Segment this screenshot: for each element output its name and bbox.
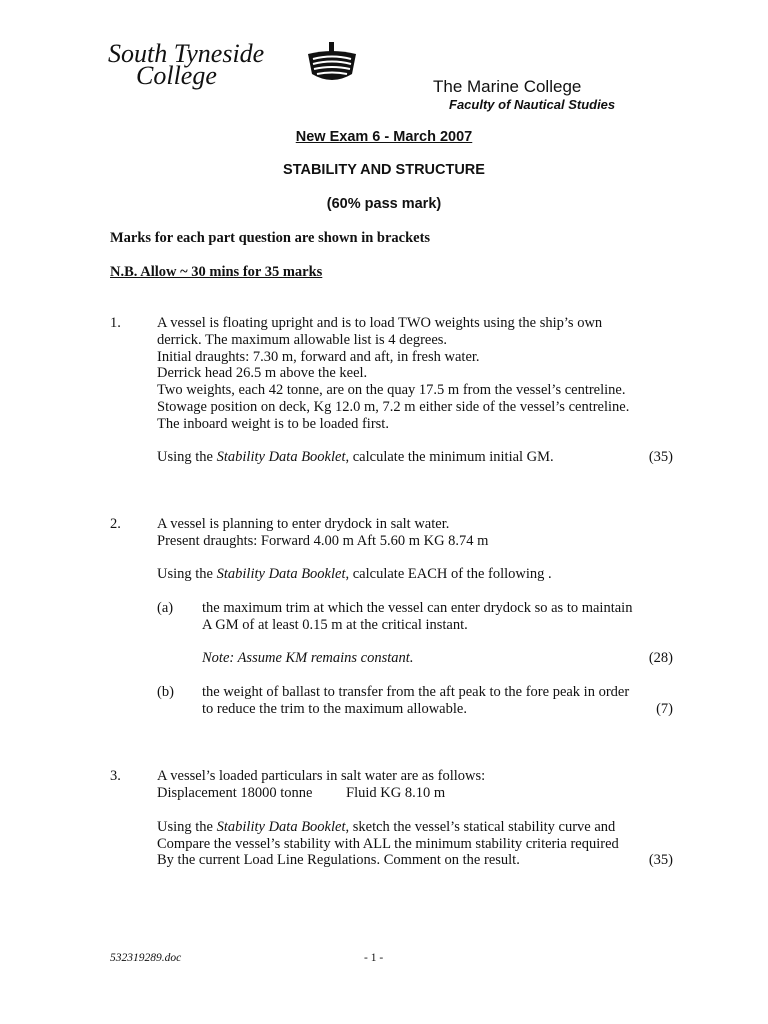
question-2b-line: the weight of ballast to transfer from the aft peak to the fore peak in order: [202, 684, 630, 700]
question-3-line: By the current Load Line Regulations. Comment on the result.: [157, 852, 520, 868]
question-2a-note: Note: Assume KM remains constant.: [202, 650, 414, 666]
question-1-number: 1.: [110, 315, 121, 331]
exam-subject: STABILITY AND STRUCTURE: [283, 162, 485, 178]
question-2-instruction: [157, 566, 552, 583]
question-2-body: [157, 516, 488, 550]
question-3-marks: (35): [648, 852, 673, 868]
question-2b-marks: (7): [656, 701, 673, 717]
instruction-text: Using the: [157, 819, 217, 835]
question-3-line: Compare the vessel’s stability with ALL the minimum stability criteria required: [157, 836, 619, 852]
exam-title: New Exam 6 - March 2007: [295, 129, 473, 145]
question-2b-line: to reduce the trim to the maximum allowable.: [202, 700, 467, 717]
question-2a-marks: (28): [648, 650, 673, 666]
question-2a-label: (a): [157, 600, 174, 616]
question-1-line: The inboard weight is to be loaded first.: [157, 415, 389, 432]
question-2b-label: (b): [157, 684, 174, 700]
question-2b-body: [202, 684, 629, 718]
question-3-number: 3.: [110, 768, 121, 784]
instruction-text: , calculate the minimum initial GM.: [345, 449, 554, 465]
question-2-number: 2.: [110, 516, 121, 532]
instruction-text: , calculate EACH of the following .: [345, 566, 552, 582]
booklet-title: Stability Data Booklet: [216, 819, 346, 835]
question-2a-line: the maximum trim at which the vessel can enter drydock so as to maintain: [202, 600, 633, 616]
pass-mark: (60% pass mark): [326, 196, 442, 212]
question-1-body: [157, 315, 629, 433]
booklet-title: Stability Data Booklet: [216, 449, 346, 465]
instruction-text: , sketch the vessel’s statical stability curve and: [345, 819, 616, 835]
instruction-text: Using the: [157, 449, 217, 465]
logo-text-line2: College: [136, 61, 217, 90]
question-2-line: Present draughts: Forward 4.00 m Aft 5.60 m KG 8.74 m: [157, 532, 489, 549]
logo-text-line1: South Tyneside: [108, 39, 265, 68]
faculty-name: Faculty of Nautical Studies: [449, 97, 616, 112]
question-1-instruction: [157, 449, 554, 466]
question-1-line: derrick. The maximum allowable list is 4 degrees.: [157, 331, 448, 348]
question-2a-body: [202, 600, 632, 634]
question-1-line: Stowage position on deck, Kg 12.0 m, 7.2 m either side of the vessel’s centreline.: [157, 398, 630, 415]
question-2a-line: A GM of at least 0.15 m at the critical instant.: [202, 616, 468, 633]
question-3-fluid-kg: Fluid KG 8.10 m: [346, 785, 446, 801]
question-3-line: A vessel’s loaded particulars in salt water are as follows:: [157, 768, 486, 784]
marks-note: Marks for each part question are shown in brackets: [110, 230, 431, 246]
question-1-line: A vessel is floating upright and is to load TWO weights using the ship’s own: [157, 315, 603, 331]
footer-page-number: - 1 -: [364, 952, 384, 964]
college-logo: [108, 40, 368, 96]
question-2-line: A vessel is planning to enter drydock in salt water.: [157, 516, 450, 532]
question-3-instruction: [157, 819, 615, 836]
question-1-line: Two weights, each 42 tonne, are on the quay 17.5 m from the vessel’s centreline.: [157, 382, 626, 399]
ship-emblem-icon: [304, 40, 360, 92]
booklet-title: Stability Data Booklet: [216, 566, 346, 582]
footer-filename: 532319289.doc: [110, 952, 182, 964]
instruction-text: Using the: [157, 566, 217, 582]
college-name: The Marine College: [433, 77, 582, 96]
nb-note: N.B. Allow ~ 30 mins for 35 marks: [110, 264, 323, 280]
question-1-marks: (35): [648, 449, 673, 465]
question-1-line: Derrick head 26.5 m above the keel.: [157, 365, 368, 382]
question-3-displacement: Displacement 18000 tonne: [157, 785, 313, 801]
question-1-line: Initial draughts: 7.30 m, forward and aft, in fresh water.: [157, 348, 480, 365]
